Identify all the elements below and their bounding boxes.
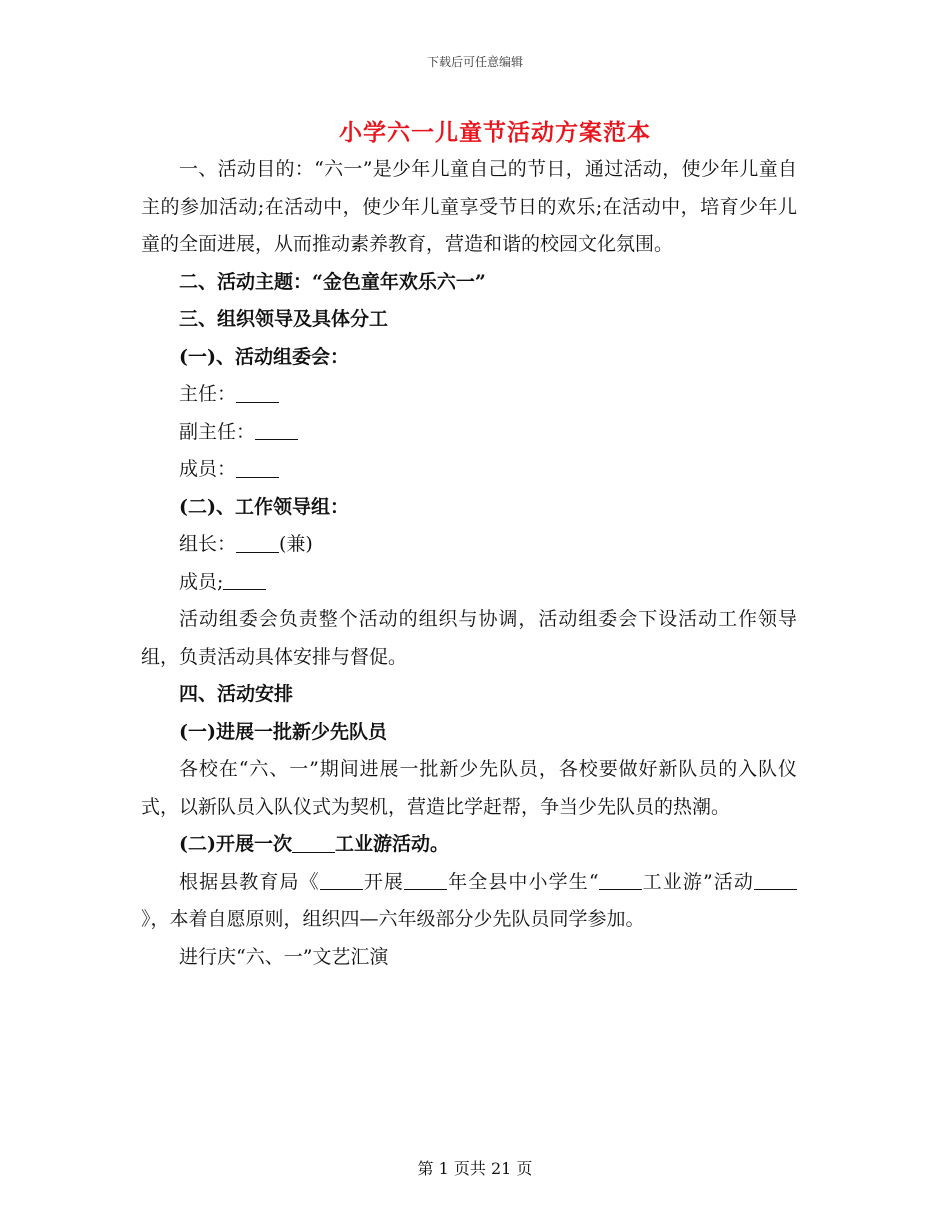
member-label-1: 成员：	[179, 458, 237, 480]
blank-item2-heading	[292, 831, 335, 853]
blank-item2-2	[404, 868, 447, 890]
paragraph-goal: 一、活动目的：“六一”是少年儿童自己的节日，通过活动，使少年儿童自主的参加活动;在活动中，使少年儿童享受节日的欢乐;在活动中，培育少年儿童的全面进展，从而推动素养教育，营造和谐的校园文化氛围。	[141, 158, 797, 255]
heading-committee: (一)、活动组委会：	[179, 345, 349, 368]
item2-heading-a: (二)开展一次	[179, 833, 292, 855]
line-members-1	[141, 451, 797, 489]
item2-desc-b: 开展	[362, 870, 405, 893]
header-note: 下载后可任意编辑	[426, 55, 523, 69]
heading-theme: 二、活动主题：“金色童年欢乐六一”	[179, 270, 486, 293]
director-label: 主任：	[179, 383, 237, 405]
member-label-2: 成员;	[179, 570, 224, 593]
paragraph-item-1: 各校在“六、一”期间进展一批新少先队员，各校要做好新队员的入队仪式，以新队员入队仪式为契机，营造比学赶帮，争当少先队员的热潮。	[141, 758, 797, 818]
leader-label: 组长：	[179, 533, 237, 555]
line-members-2	[141, 564, 797, 602]
blank-members-2	[223, 568, 266, 590]
paragraph-item-2	[141, 864, 797, 939]
line-vice-director	[141, 414, 797, 452]
blank-members-1	[236, 456, 279, 478]
item2-desc-a: 根据县教育局《	[179, 870, 320, 893]
blank-leader	[236, 531, 279, 553]
blank-item2-1	[320, 868, 363, 890]
item2-desc-d: 工业游”活动	[641, 870, 754, 893]
vice-director-label: 副主任：	[179, 420, 256, 443]
blank-item2-4	[754, 868, 797, 890]
document-body	[141, 151, 797, 976]
page-footer: 第 1 页共 21 页	[417, 1159, 533, 1178]
paragraph-item-3: 进行庆“六、一”文艺汇演	[179, 945, 389, 968]
paragraph-committee-desc: 活动组委会负责整个活动的组织与协调，活动组委会下设活动工作领导组，负责活动具体安排与督促。	[141, 608, 797, 668]
item2-heading-b: 工业游活动。	[334, 833, 449, 855]
item2-desc-c: 年全县中小学生“	[447, 870, 599, 893]
heading-item-2	[141, 826, 797, 864]
line-leader	[141, 526, 797, 564]
document-title: 小学六一儿童节活动方案范本	[339, 119, 651, 146]
line-director	[141, 376, 797, 414]
item2-desc-e: 》，本着自愿原则，组织四—六年级部分少先队员同学参加。	[141, 908, 645, 930]
heading-item-1: (一)进展一批新少先队员	[179, 720, 387, 743]
leader-suffix: (兼)	[279, 533, 313, 555]
heading-organization: 三、组织领导及具体分工	[179, 308, 389, 330]
blank-item2-3	[599, 868, 642, 890]
blank-vice-director	[255, 418, 298, 440]
heading-arrangement: 四、活动安排	[179, 683, 294, 705]
heading-work-group: (二)、工作领导组：	[179, 495, 349, 518]
blank-director	[236, 381, 279, 403]
